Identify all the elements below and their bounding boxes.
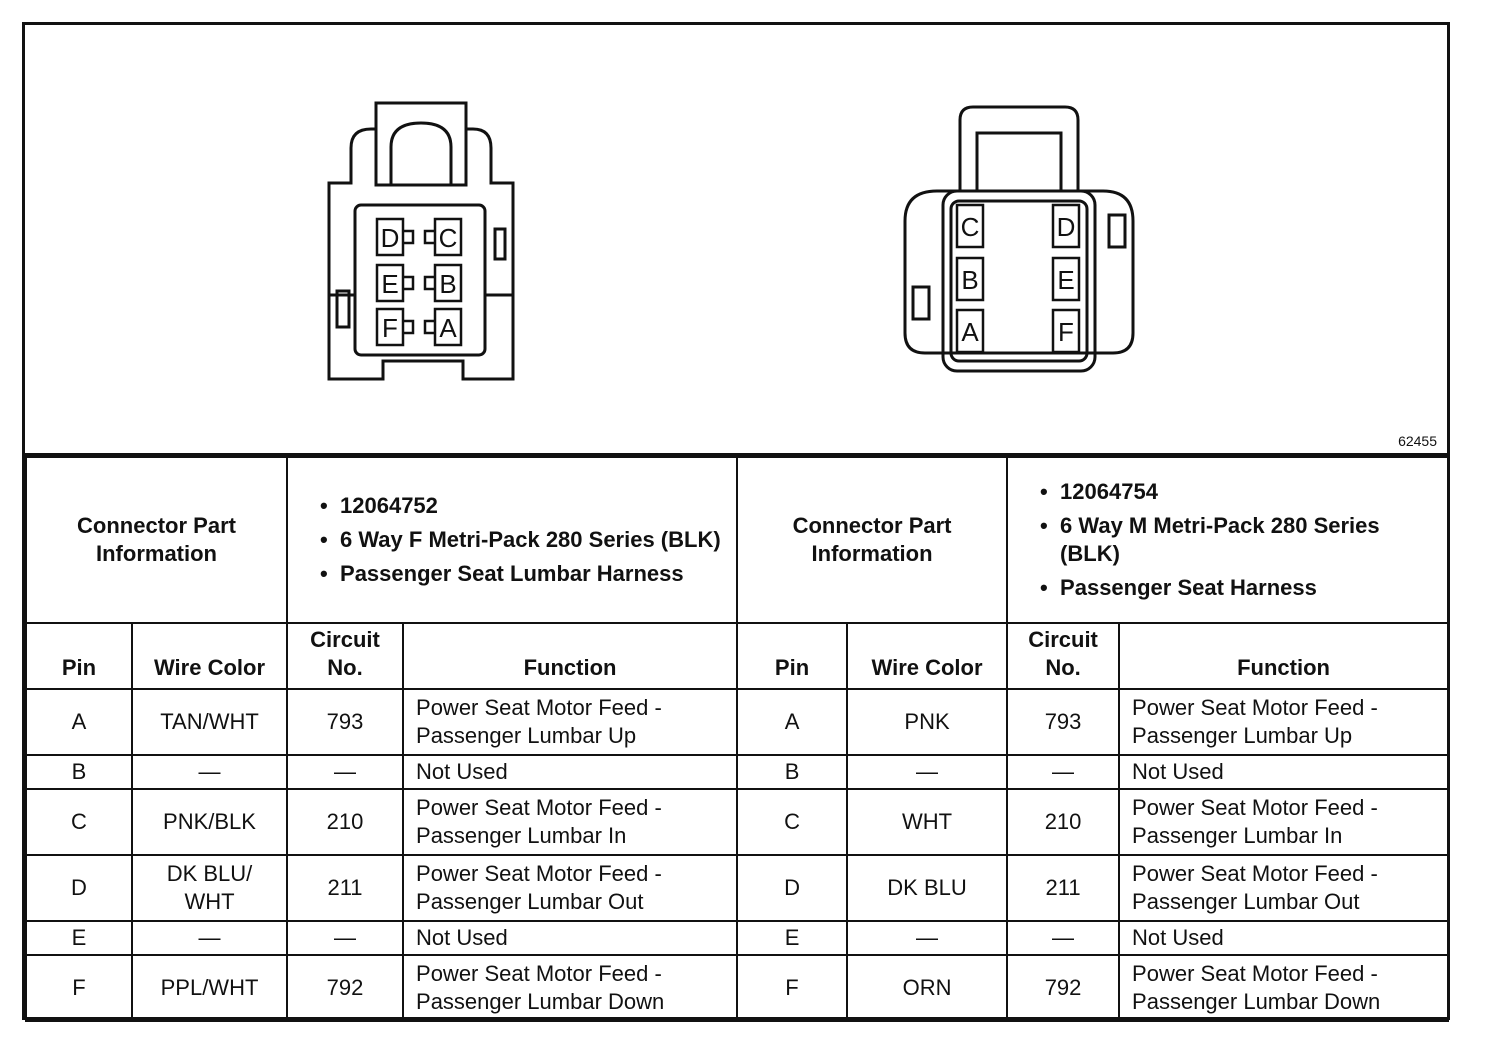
connector-type-left: • 6 Way F Metri-Pack 280 Series (BLK) [320,526,728,554]
connector-figure [25,25,1447,456]
cell-wire: — [132,921,287,955]
male-pin-right [1053,258,1079,300]
pin-label: B [439,269,457,299]
pin-label: D [380,223,400,253]
cell-function: Power Seat Motor Feed - Passenger Lumbar In [403,789,737,855]
cell-pin: A [737,689,847,755]
harness-left: • Passenger Seat Lumbar Harness [320,560,728,588]
pin-label: A [961,317,979,347]
cell-pin: B [26,755,132,789]
table-row [26,755,1448,789]
latch-tab [425,277,435,289]
header-row [26,623,1448,689]
pin-label: E [381,269,399,299]
cell-pin: E [737,921,847,955]
pin-label: D [1056,212,1076,242]
connector-part-info-right [1007,457,1448,623]
harness-right: • Passenger Seat Harness [1040,574,1439,602]
cell-circuit: 792 [1007,955,1119,1021]
table-row [26,955,1448,1021]
circuit-header: Circuit No. [1007,623,1119,689]
cell-pin: C [737,789,847,855]
pinout-table [25,456,1449,1022]
cell-pin: D [737,855,847,921]
cell-function: Power Seat Motor Feed - Passenger Lumbar In [1119,789,1448,855]
cell-wire: — [132,755,287,789]
pin-label: E [1057,265,1075,295]
cell-circuit: 211 [287,855,403,921]
cell-pin: A [26,689,132,755]
cell-pin: E [26,921,132,955]
cell-circuit: 793 [287,689,403,755]
cell-function: Not Used [403,755,737,789]
cell-circuit: 210 [287,789,403,855]
cell-wire: WHT [847,789,1007,855]
cell-function: Power Seat Motor Feed - Passenger Lumbar Down [403,955,737,1021]
cell-function: Not Used [403,921,737,955]
cell-circuit: 793 [1007,689,1119,755]
cell-wire: PPL/WHT [132,955,287,1021]
latch-tab [425,321,435,333]
male-pin-right [1053,310,1079,352]
wire-color-header: Wire Color [132,623,287,689]
circuit-header: Circuit No. [287,623,403,689]
female-pin-left [377,265,403,301]
cell-wire: DK BLU/ WHT [132,855,287,921]
female-pin-right [435,219,461,255]
connector-info-row [26,457,1448,623]
function-header: Function [1119,623,1448,689]
cell-circuit: — [1007,755,1119,789]
connector-part-info-label-left: Connector Part Information [26,457,287,623]
female-connector [329,103,513,379]
female-pin-right [435,309,461,345]
pin-header: Pin [26,623,132,689]
cell-pin: D [26,855,132,921]
pin-label: C [438,223,458,253]
cell-circuit: — [287,755,403,789]
cell-wire: DK BLU [847,855,1007,921]
table-row [26,689,1448,755]
cell-function: Not Used [1119,921,1448,955]
cell-function: Power Seat Motor Feed - Passenger Lumbar Up [1119,689,1448,755]
pin-label: A [439,313,457,343]
table-row [26,789,1448,855]
cell-circuit: 211 [1007,855,1119,921]
connector-part-info-label-right: Connector Part Information [737,457,1007,623]
female-pin-left [377,219,403,255]
function-header: Function [403,623,737,689]
connector-type-right: • 6 Way M Metri-Pack 280 Series (BLK) [1040,512,1439,568]
part-number-right: • 12064754 [1040,478,1439,506]
cell-pin: F [737,955,847,1021]
table-row [26,921,1448,955]
cell-pin: B [737,755,847,789]
connector-frame [22,22,1450,1020]
cell-wire: ORN [847,955,1007,1021]
female-pins [377,219,461,345]
cell-wire: PNK/BLK [132,789,287,855]
female-pin-left [377,309,403,345]
male-pin-left [957,205,983,247]
cell-function: Power Seat Motor Feed - Passenger Lumbar Up [403,689,737,755]
cell-pin: F [26,955,132,1021]
pin-label: B [961,265,979,295]
cell-pin: C [26,789,132,855]
cell-circuit: 210 [1007,789,1119,855]
pin-label: F [1058,317,1074,347]
cell-circuit: — [1007,921,1119,955]
cell-function: Power Seat Motor Feed - Passenger Lumbar Out [1119,855,1448,921]
connector-part-info-left [287,457,737,623]
cell-function: Power Seat Motor Feed - Passenger Lumbar Down [1119,955,1448,1021]
cell-wire: — [847,755,1007,789]
pin-header: Pin [737,623,847,689]
male-pin-left [957,258,983,300]
cell-function: Power Seat Motor Feed - Passenger Lumbar Out [403,855,737,921]
latch-tab [403,321,413,333]
cell-wire: PNK [847,689,1007,755]
male-pin-right [1053,205,1079,247]
female-pin-right [435,265,461,301]
cell-wire: — [847,921,1007,955]
table-row [26,855,1448,921]
cell-circuit: — [287,921,403,955]
wire-color-header: Wire Color [847,623,1007,689]
connector-drawing [25,25,1447,453]
figure-id: 62455 [1398,433,1437,449]
male-pins [957,205,1079,352]
male-pin-left [957,310,983,352]
male-connector [905,107,1133,371]
pin-label: C [960,212,980,242]
pin-label: F [382,313,398,343]
cell-wire: TAN/WHT [132,689,287,755]
cell-function: Not Used [1119,755,1448,789]
pinout-rows [26,689,1448,1021]
latch-tab [425,231,435,243]
part-number-left: • 12064752 [320,492,728,520]
latch-tab [403,231,413,243]
cell-circuit: 792 [287,955,403,1021]
latch-tab [403,277,413,289]
